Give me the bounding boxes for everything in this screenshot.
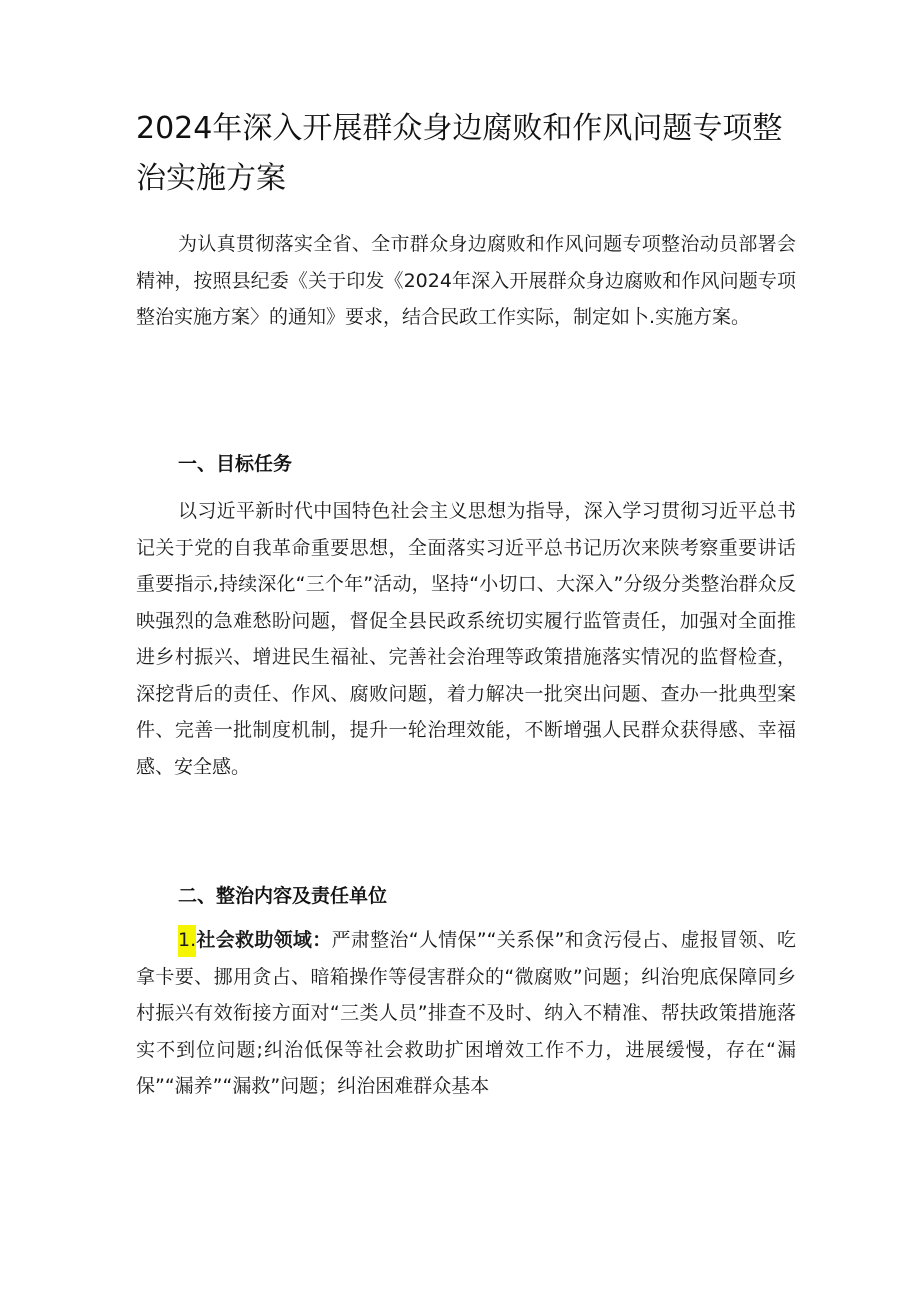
highlighted-item-number: 1. [178,925,196,957]
item-lead-label: 社会救助领域： [196,929,332,951]
intro-paragraph: 为认真贯彻落实全省、全市群众身边腐败和作风问题专项整治动员部署会精神，按照县纪委《关于印发《2024年深入开展群众身边腐败和作风问题专项整治实施方案〉的通知》要求，结合民政工作实际，制定如卜.实施方案。 [136,233,796,328]
section-heading-goals: 一、目标任务 [178,453,293,475]
social-assistance-paragraph [136,922,796,1105]
section-heading-content: 二、整治内容及责任单位 [178,885,388,907]
item-body-text: 严肃整治“人情保”“关系保”和贪污侵占、虚报冒领、吃拿卡要、挪用贪占、暗箱操作等侵害群众的“微腐败”问题；纠治兜底保障同乡村振兴有效衔接方面对“三类人员”排查不及时、纳入不精准、帮扶政策措施落实不到位问题;纠治低保等社会救助扩困增效工作不力，进展缓慢，存在“漏保”“漏养”“漏救”问题；纠治困难群众基本 [136,929,796,1097]
document-title: 2024年深入开展群众身边腐败和作风问题专项整治实施方案 [136,111,783,196]
goals-paragraph: 以习近平新时代中国特色社会主义思想为指导，深入学习贯彻习近平总书记关于党的自我革命重要思想，全面落实习近平总书记历次来陕考察重要讲话重要指示,持续深化“三个年”活动，坚持“小切口、大深入”分级分类整治群众反映强烈的急难愁盼问题，督促全县民政系统切实履行监管责任，加强对全面推进乡村振兴、增进民生福祉、完善社会治理等政策措施落实情况的监督检查，深挖背后的责任、作风、腐败问题，着力解决一批突出问题、查办一批典型案件、完善一批制度机制，提升一轮治理效能，不断增强人民群众获得感、幸福感、安全感。 [136,500,796,778]
